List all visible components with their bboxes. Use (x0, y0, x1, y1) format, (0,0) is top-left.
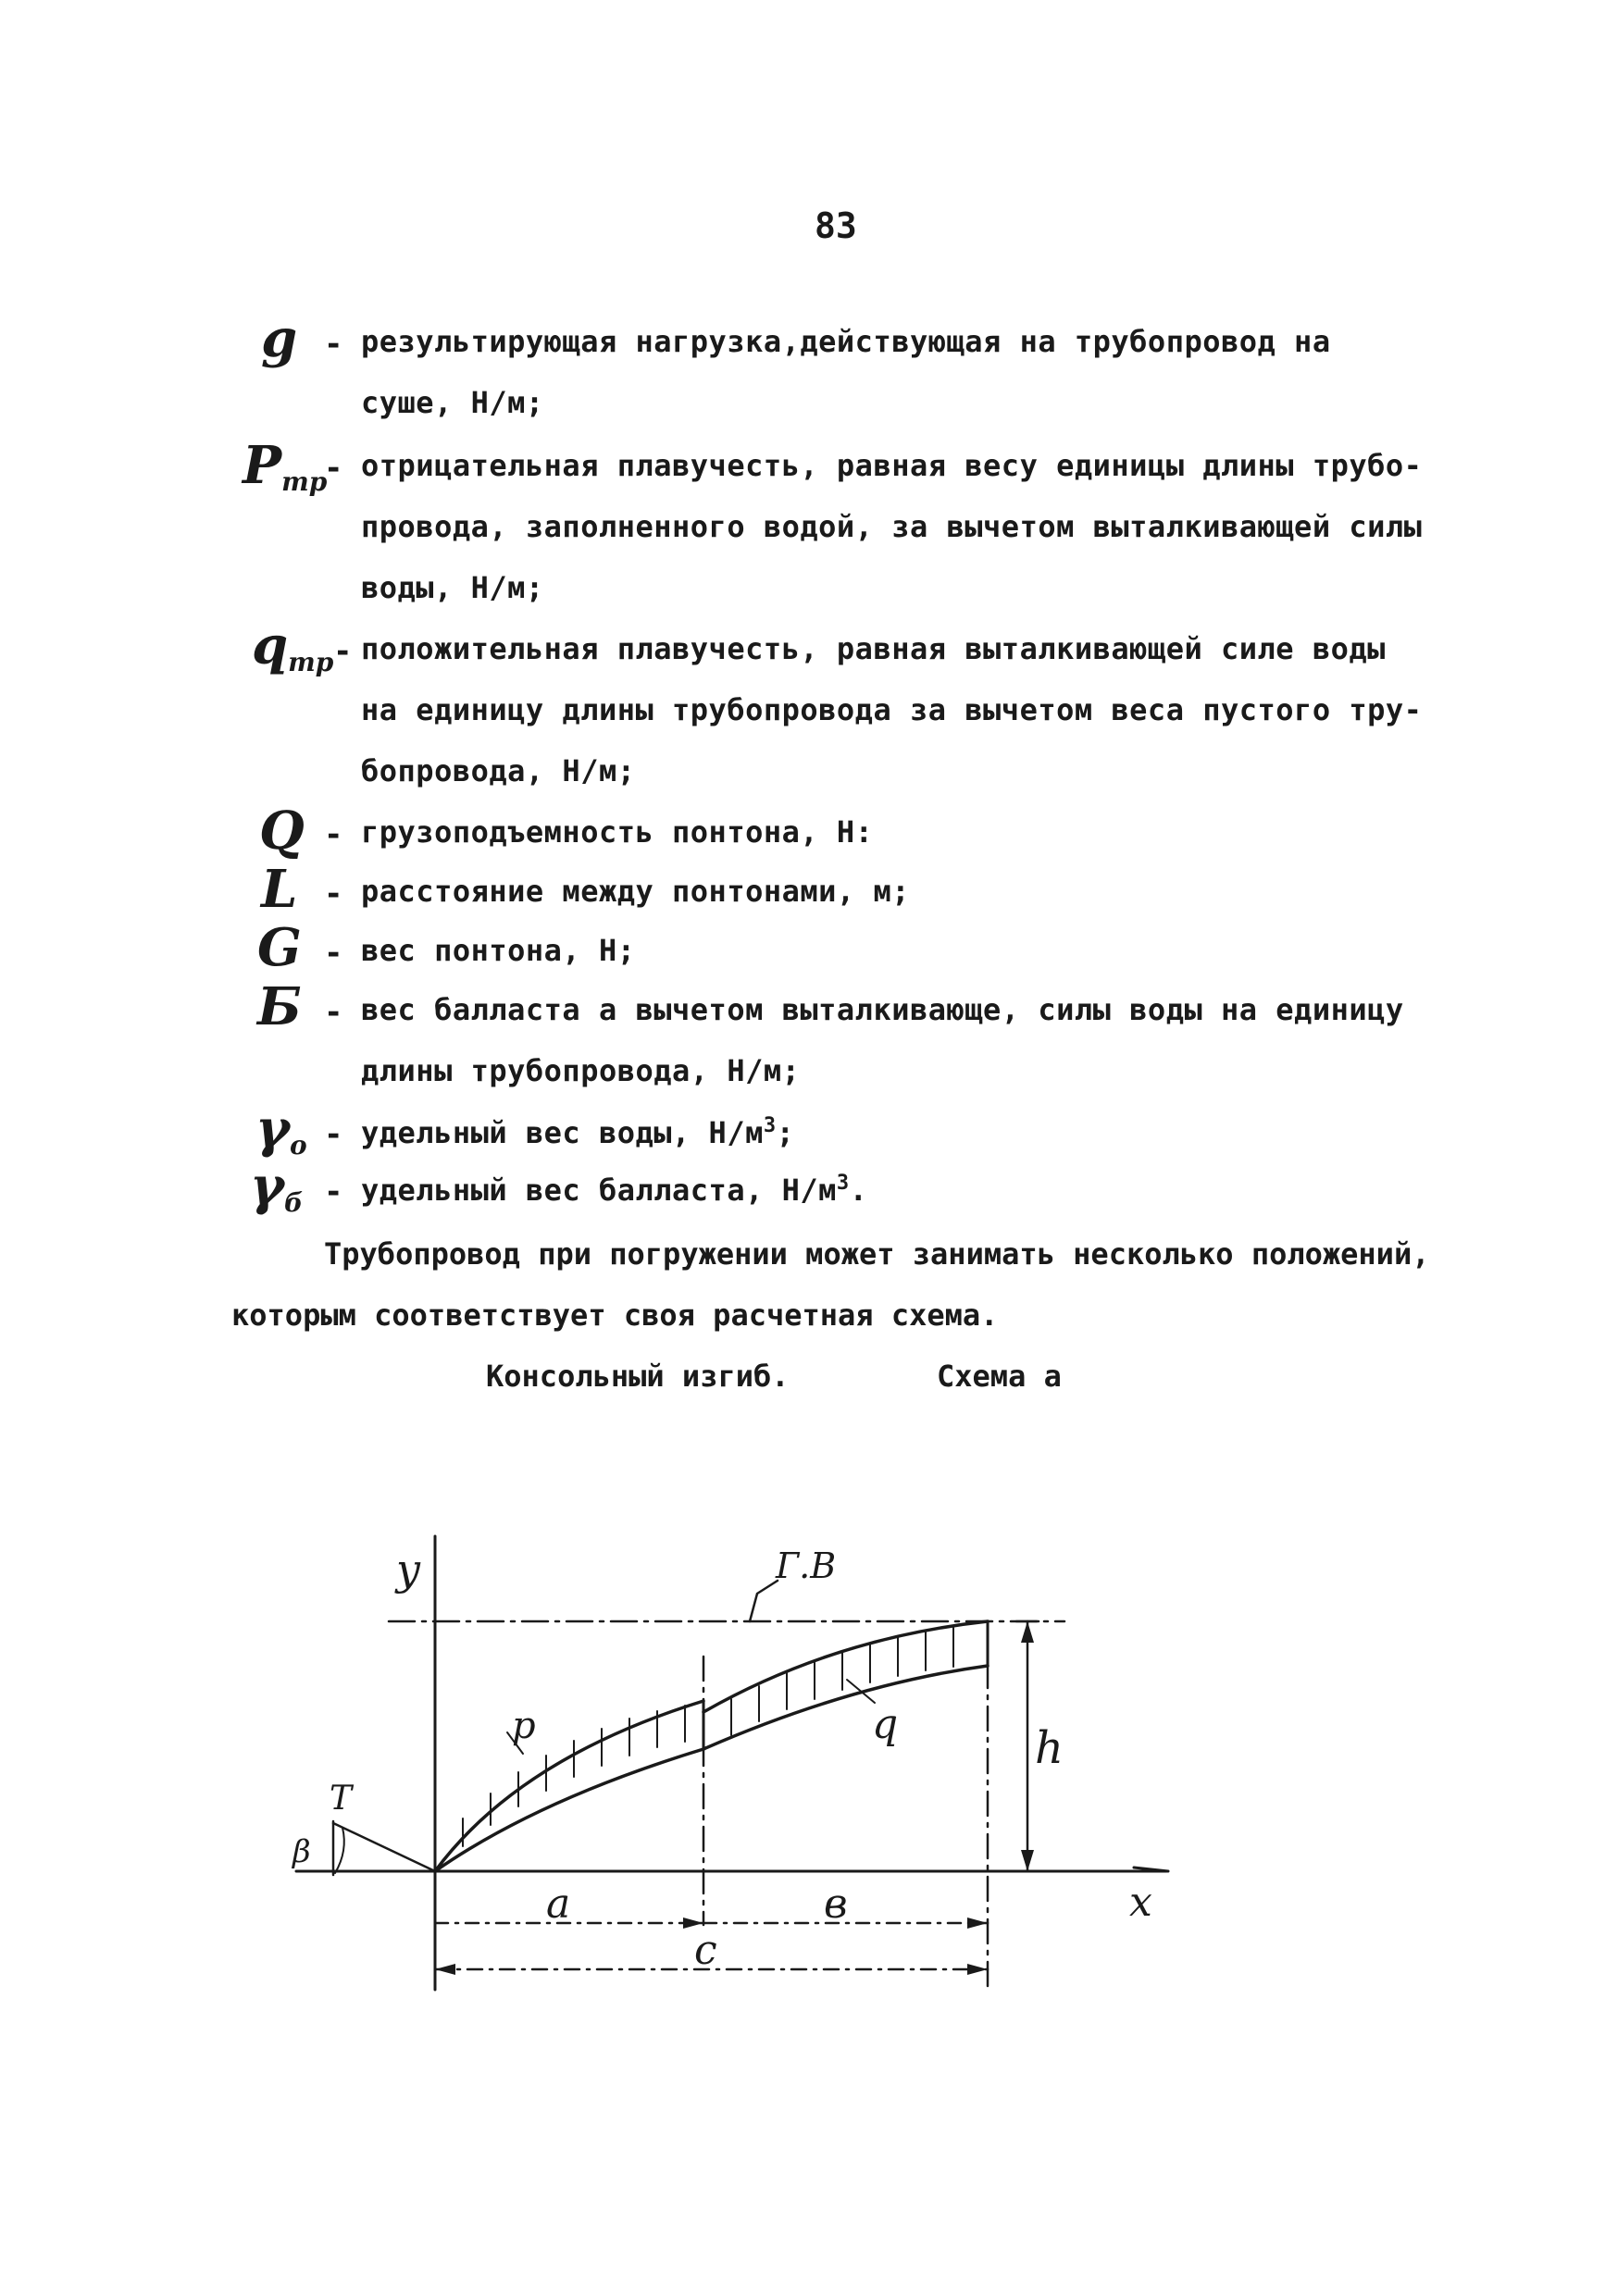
gv-leader (750, 1581, 778, 1621)
definition-line: вес понтона, Н; (361, 933, 636, 968)
x-axis-label: x (1129, 1879, 1152, 1926)
definition-line: на единицу длины трубопровода за вычетом веса пустого тру- (361, 692, 1423, 727)
definition-line: результирующая нагрузка,действующая на трубопровод на (361, 324, 1331, 359)
definition-line: суше, Н/м; (361, 385, 544, 420)
definition-line: расстояние между понтонами, м; (361, 874, 910, 909)
a-label: a (546, 1880, 571, 1928)
y-axis-label: y (396, 1545, 420, 1595)
c-label: c (694, 1927, 717, 1974)
h-label: h (1035, 1722, 1064, 1774)
paragraph-line: которым соответствует своя расчетная схема. (231, 1297, 999, 1333)
definition-line: вес балласта а вычетом выталкивающе, силы воды на единицу (361, 992, 1404, 1027)
definition-line: отрицательная плавучесть, равная весу единицы длины трубо- (361, 448, 1423, 483)
definition-line: провода, заполненного водой, за вычетом выталкивающей силы (361, 509, 1423, 544)
symbol-p-tr: $P_{тр}$ (243, 435, 328, 497)
definition-line: воды, Н/м; (361, 570, 544, 605)
symbol-gamma-o: $\gamma_о$ (255, 1098, 307, 1160)
definition-dash: - (324, 816, 343, 853)
beta-arc (335, 1828, 344, 1873)
symbol-q-tr: $q_{тр}$ (252, 615, 334, 677)
paragraph-line: Трубопровод при погружении может занимать несколько положений, (324, 1236, 1430, 1272)
definition-line: удельный вес балласта, $Н/м^3$. (361, 1172, 868, 1208)
symbol-g-capital: G (257, 917, 302, 978)
symbol-b-ballast: Б (257, 976, 302, 1037)
p-label: p (512, 1705, 536, 1747)
definition-dash: - (324, 326, 343, 363)
t-label: T (330, 1780, 353, 1818)
scheme-label: Схема а (937, 1359, 1062, 1394)
t-force-line (333, 1823, 435, 1871)
symbol-gamma-b: $\gamma_б$ (250, 1156, 304, 1218)
b-label: в (824, 1880, 848, 1928)
gv-label: Г.В (776, 1545, 837, 1586)
definition-dash: - (324, 1173, 343, 1210)
definition-dash: - (333, 633, 353, 670)
definition-line: грузоподъемность понтона, Н: (361, 814, 874, 850)
load-arrows-p (463, 1706, 685, 1846)
definition-dash: - (324, 875, 343, 912)
pipe-segment-b-upper (703, 1621, 988, 1712)
definition-dash: - (324, 994, 343, 1031)
pipe-segment-b-lower (703, 1666, 988, 1749)
beta-label: β (292, 1833, 311, 1870)
symbol-g: g (261, 308, 298, 369)
definition-dash: - (324, 450, 343, 487)
definition-line: длины трубопровода, Н/м; (361, 1053, 801, 1088)
q-label: q (872, 1701, 899, 1748)
definition-dash: - (324, 935, 343, 972)
section-heading: Консольный изгиб. (486, 1359, 790, 1394)
symbol-l: L (261, 859, 298, 920)
page-number: 83 (815, 205, 857, 246)
definition-dash: - (324, 1116, 343, 1153)
symbol-q-capital: Q (259, 800, 305, 862)
definition-line: положительная плавучесть, равная выталкивающей силе воды (361, 631, 1386, 666)
pipe-segment-a-lower (435, 1749, 703, 1871)
definition-line: удельный вес воды, $Н/м^3$; (361, 1114, 795, 1150)
definition-line: бопровода, Н/м; (361, 753, 636, 788)
